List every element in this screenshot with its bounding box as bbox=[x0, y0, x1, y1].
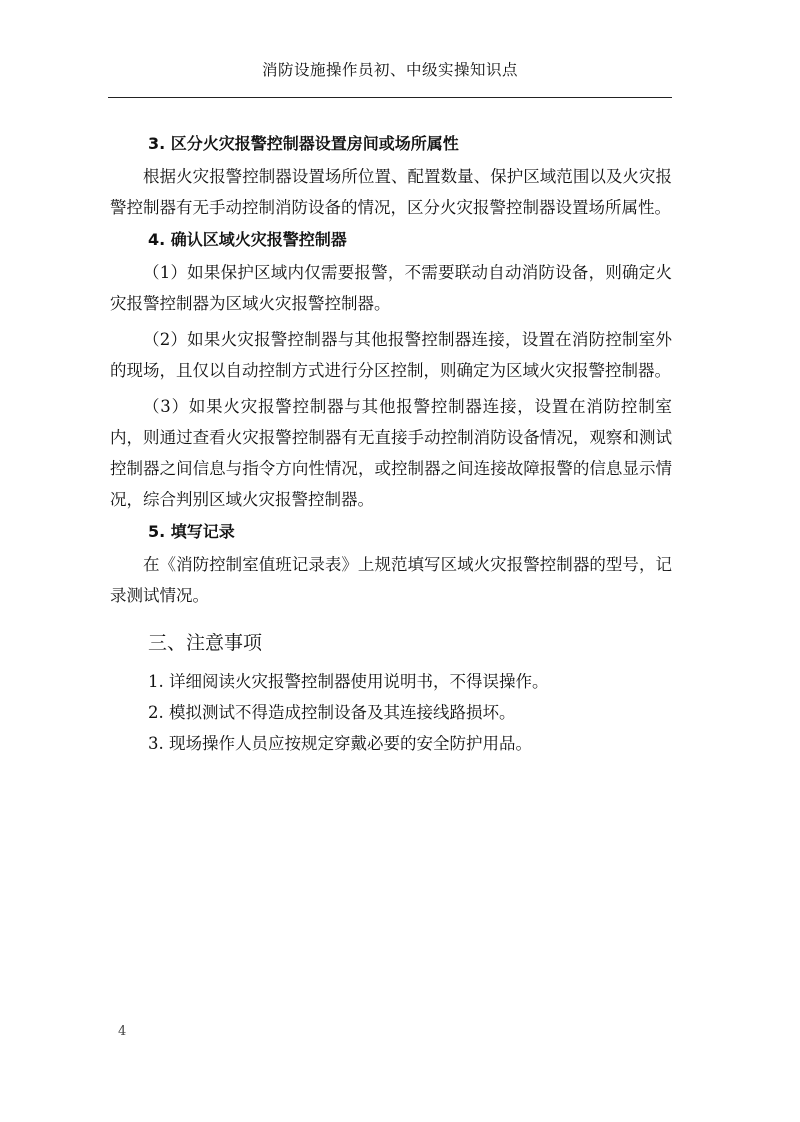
page-body bbox=[110, 132, 672, 760]
page-number: 4 bbox=[118, 1024, 127, 1039]
notes-heading: 三、注意事项 bbox=[148, 632, 263, 654]
notes-item-3: 3. 现场操作人员应按规定穿戴必要的安全防护用品。 bbox=[148, 734, 532, 753]
section-3-paragraph: 根据火灾报警控制器设置场所位置、配置数量、保护区域范围以及火灾报警控制器有无手动控制消防设备的情况，区分火灾报警控制器设置场所属性。 bbox=[110, 167, 672, 217]
header-divider bbox=[108, 97, 672, 98]
section-5-paragraph: 在《消防控制室值班记录表》上规范填写区域火灾报警控制器的型号，记录测试情况。 bbox=[110, 555, 672, 605]
page-header-title: 消防设施操作员初、中级实操知识点 bbox=[261, 61, 518, 79]
section-4-paragraph-3: （3）如果火灾报警控制器与其他报警控制器连接，设置在消防控制室内，则通过查看火灾报警控制器有无直接手动控制消防设备情况，观察和测试控制器之间信息与指令方向性情况，或控制器之间连接故障报警的信息显示情况，综合判别区域火灾报警控制器。 bbox=[110, 397, 672, 509]
section-5-heading: 5. 填写记录 bbox=[148, 522, 235, 541]
section-4-paragraph-2: （2）如果火灾报警控制器与其他报警控制器连接，设置在消防控制室外的现场，且仅以自动控制方式进行分区控制，则确定为区域火灾报警控制器。 bbox=[110, 330, 672, 380]
notes-item-2: 2. 模拟测试不得造成控制设备及其连接线路损坏。 bbox=[148, 703, 516, 722]
section-4-paragraph-1: （1）如果保护区域内仅需要报警，不需要联动自动消防设备，则确定火灾报警控制器为区域火灾报警控制器。 bbox=[110, 263, 672, 313]
notes-item-1: 1. 详细阅读火灾报警控制器使用说明书，不得误操作。 bbox=[148, 672, 549, 691]
section-4-heading: 4. 确认区域火灾报警控制器 bbox=[148, 230, 347, 249]
section-3-heading: 3. 区分火灾报警控制器设置房间或场所属性 bbox=[148, 134, 459, 153]
